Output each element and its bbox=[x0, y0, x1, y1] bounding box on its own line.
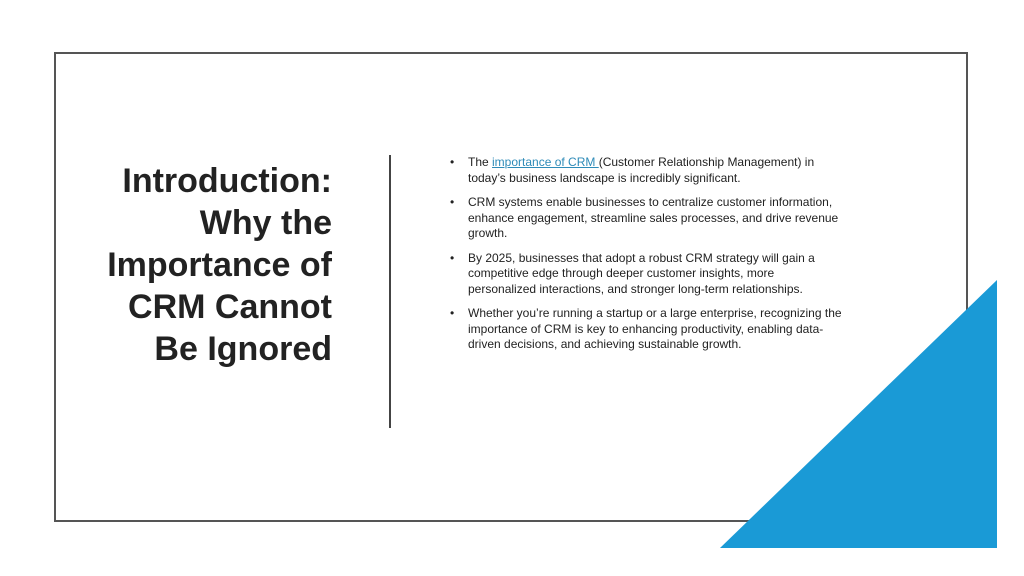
bullet-item bbox=[448, 195, 843, 242]
bullet-icon: • bbox=[450, 195, 455, 209]
bullet-text-prefix: The bbox=[468, 155, 493, 169]
bullet-item bbox=[448, 155, 843, 186]
bullet-text: By 2025, businesses that adopt a robust CRM strategy will gain a competitive edge through deeper customer insights, more personalized interactions, and stronger long-term relationships. bbox=[468, 250, 815, 296]
bullet-text: Whether you’re running a startup or a large enterprise, recognizing the importance of CRM is key to enhancing productivity, enabling data-driven decisions, and achieving sustainable growth. bbox=[468, 306, 842, 351]
title-line: Why the bbox=[199, 204, 332, 242]
title-line: Be Ignored bbox=[154, 330, 332, 368]
bullet-icon: • bbox=[450, 155, 455, 169]
importance-of-crm-link[interactable]: importance of CRM bbox=[492, 155, 599, 169]
bullet-item bbox=[448, 306, 843, 353]
title-line: CRM Cannot bbox=[128, 288, 332, 326]
slide-title bbox=[80, 160, 332, 370]
vertical-divider bbox=[389, 155, 391, 428]
bullet-icon: • bbox=[450, 250, 455, 265]
bullet-text: CRM systems enable businesses to centralize customer information, enhance engagement, streamline sales processes, and drive revenue growth. bbox=[468, 195, 839, 240]
title-line: Introduction: bbox=[122, 162, 332, 200]
title-line: Importance of bbox=[107, 246, 332, 284]
bullet-item bbox=[448, 251, 843, 298]
bullet-icon: • bbox=[450, 306, 455, 320]
bullet-text-suffix: (Customer Relationship Management) in today’s business landscape is incredibly significant. bbox=[468, 155, 815, 185]
bullet-list bbox=[448, 155, 843, 362]
